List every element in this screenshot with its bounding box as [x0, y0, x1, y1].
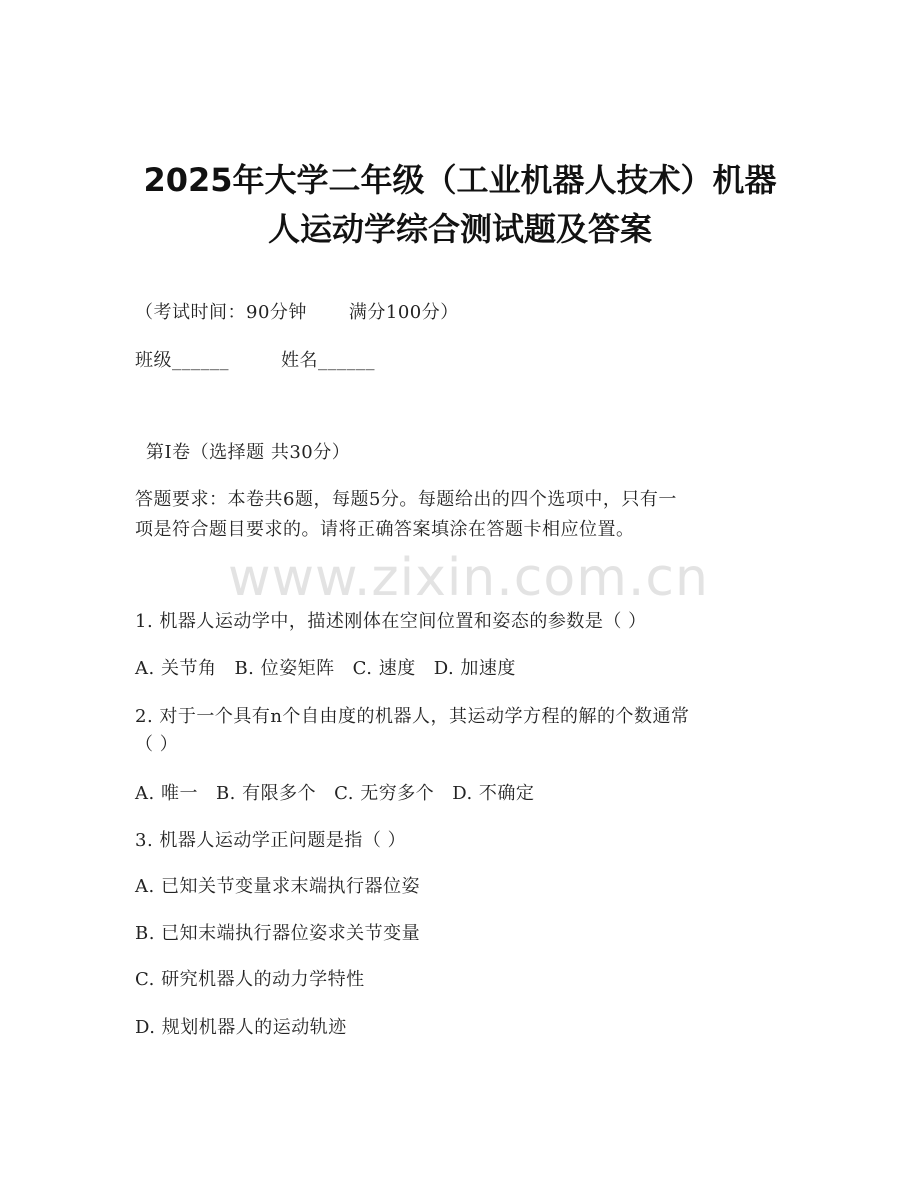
full-score: 满分100分） [348, 302, 459, 323]
question-3-option-c: C. 研究机器人的动力学特性 [135, 969, 365, 990]
question-3-stem: 3. 机器人运动学正问题是指（ ） [135, 830, 407, 851]
watermark: www.zixin.com.cn [228, 548, 709, 608]
question-1-option-b: B. 位姿矩阵 [234, 658, 335, 679]
question-2-option-d: D. 不确定 [452, 783, 535, 804]
question-2-stem-line-2: （ ） [135, 734, 179, 755]
page-title-line-2: 人运动学综合测试题及答案 [267, 210, 652, 248]
exam-time: （考试时间：90分钟 [135, 302, 307, 323]
question-1-stem: 1. 机器人运动学中，描述刚体在空间位置和姿态的参数是（ ） [135, 611, 647, 632]
question-1-options [135, 656, 516, 682]
student-info [135, 348, 375, 374]
name-field-label: 姓名______ [281, 350, 375, 371]
instructions-line-1: 答题要求：本卷共6题，每题5分。每题给出的四个选项中，只有一 [135, 489, 677, 510]
question-2-option-a: A. 唯一 [135, 783, 198, 804]
exam-meta [135, 300, 459, 326]
question-1-option-a: A. 关节角 [135, 658, 217, 679]
question-3-option-a: A. 已知关节变量求末端执行器位姿 [135, 876, 420, 897]
section-title: 第Ⅰ卷（选择题 共30分） [146, 442, 351, 463]
question-3-option-b: B. 已知末端执行器位姿求关节变量 [135, 923, 421, 944]
question-2-option-b: B. 有限多个 [215, 783, 317, 804]
question-2-stem-line-1: 2. 对于一个具有n个自由度的机器人，其运动学方程的解的个数通常 [135, 706, 690, 727]
question-3-option-d: D. 规划机器人的运动轨迹 [135, 1017, 347, 1038]
question-1-option-d: D. 加速度 [433, 658, 516, 679]
question-1-option-c: C. 速度 [352, 658, 416, 679]
question-2-options [135, 781, 534, 807]
page-title-line-1: 2025年大学二年级（工业机器人技术）机器 [143, 161, 777, 199]
class-field-label: 班级______ [135, 350, 229, 371]
instructions-line-2: 项是符合题目要求的。请将正确答案填涂在答题卡相应位置。 [135, 519, 635, 540]
question-2-option-c: C. 无穷多个 [334, 783, 435, 804]
